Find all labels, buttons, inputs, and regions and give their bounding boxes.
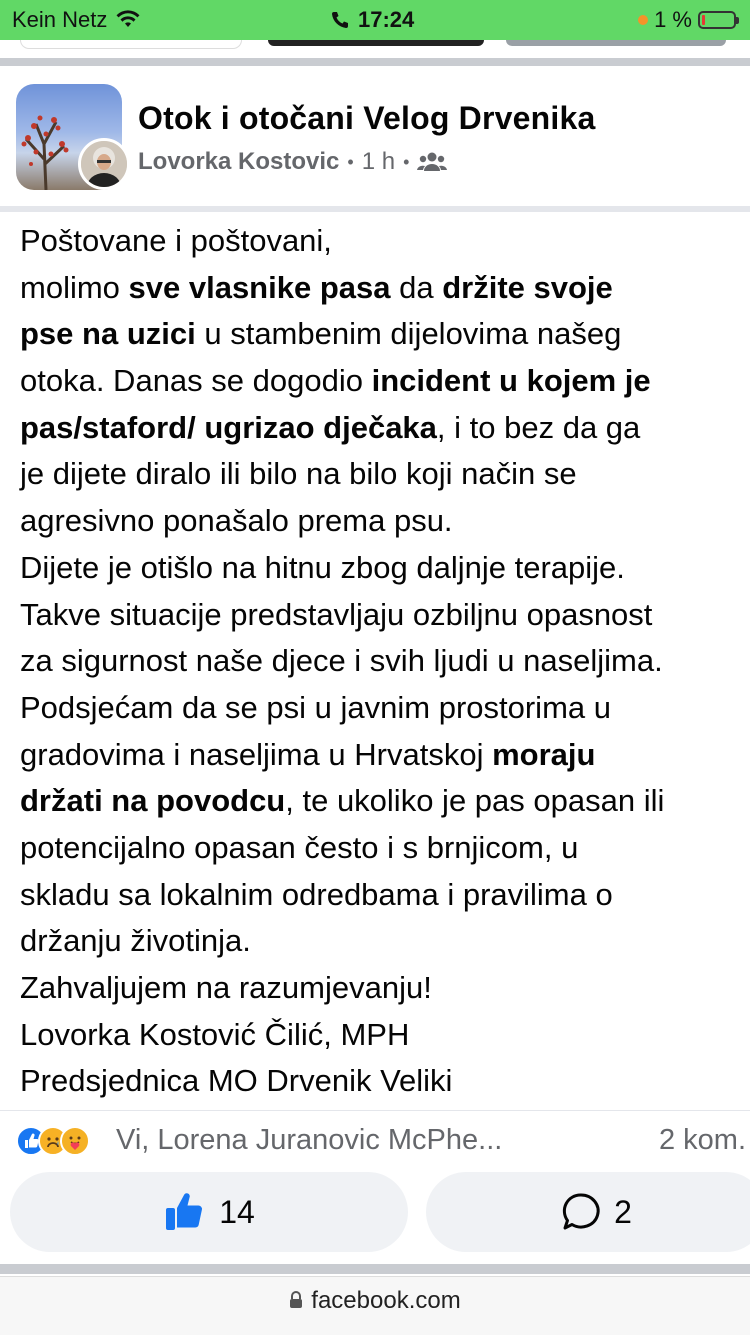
clock-area xyxy=(330,7,414,33)
comments-count[interactable]: 2 kom. xyxy=(658,1124,746,1156)
post-text-line xyxy=(20,638,750,685)
text-segment: za sigurnost naše djece i svih ljudi u naseljima. xyxy=(20,643,663,679)
text-segment: je dijete diralo ili bilo na bilo koji način se xyxy=(20,456,577,492)
like-count: 14 xyxy=(219,1193,255,1230)
text-segment: Zahvaljujem na razumjevanju! xyxy=(20,970,432,1005)
bold-text-segment: incident u kojem je xyxy=(371,363,651,399)
post-text-line xyxy=(20,545,750,592)
group-name[interactable]: Otok i otočani Velog Drvenika xyxy=(138,100,596,136)
text-segment: Dijete je otišlo na hitnu zbog daljnje terapije. xyxy=(20,549,625,585)
group-members-icon xyxy=(417,151,447,173)
text-segment: , i to bez da ga xyxy=(436,409,641,445)
bold-text-segment: držati na povodcu xyxy=(20,783,286,819)
meta-separator: • xyxy=(403,151,410,172)
post-meta xyxy=(138,148,447,176)
clock-time: 17:24 xyxy=(358,7,415,32)
text-segment: Poštovane i poštovani, xyxy=(20,223,332,258)
reactions-row[interactable] xyxy=(16,1122,750,1162)
bold-text-segment: pse na uzici xyxy=(20,316,196,352)
url-display[interactable] xyxy=(0,1287,750,1315)
bold-text-segment: pas/staford/ ugrizao dječaka xyxy=(20,409,437,445)
tree-image xyxy=(16,104,76,190)
post-text-line xyxy=(20,778,750,825)
post-separator xyxy=(0,1264,750,1274)
text-segment: da xyxy=(390,269,443,305)
text-segment: potencijalno opasan često i s brnjicom, u xyxy=(20,829,579,865)
wifi-icon xyxy=(115,10,141,30)
post-text-line xyxy=(20,451,750,498)
post-text-line xyxy=(20,685,750,732)
battery-icon xyxy=(698,11,736,29)
post-text-line xyxy=(20,1012,750,1059)
like-button[interactable] xyxy=(10,1172,408,1252)
lock-icon xyxy=(289,1291,303,1309)
thumbs-up-icon xyxy=(163,1190,207,1234)
browser-url-bar[interactable] xyxy=(0,1276,750,1335)
header-divider xyxy=(0,206,750,212)
text-segment: , te ukoliko je pas opasan ili xyxy=(285,783,665,819)
status-bar xyxy=(0,0,750,40)
text-segment: Takve situacije predstavljaju ozbiljnu opasnost xyxy=(20,596,653,632)
carrier-label: Kein Netz xyxy=(12,7,108,32)
post-text-line xyxy=(20,965,750,1012)
post-text-line xyxy=(20,358,750,405)
text-segment: skladu sa lokalnim odredbama i pravilima o xyxy=(20,876,613,912)
bold-text-segment: sve vlasnike pasa xyxy=(128,269,391,305)
author-avatar[interactable] xyxy=(78,138,130,190)
comment-count: 2 xyxy=(614,1193,632,1230)
post-text-line xyxy=(20,265,750,312)
post-text-line xyxy=(20,872,750,919)
previous-button-edge xyxy=(268,40,484,46)
text-segment: držanju životinja. xyxy=(20,923,251,959)
post-separator xyxy=(0,58,750,66)
text-segment: agresivno ponašalo prema psu. xyxy=(20,503,453,539)
post-text-line xyxy=(20,732,750,779)
recording-indicator-icon xyxy=(638,15,648,25)
bold-text-segment: držite svoje xyxy=(442,269,613,305)
reaction-names[interactable]: Vi, Lorena Juranovic McPhe... xyxy=(116,1124,503,1156)
text-segment: Podsjećam da se psi u javnim prostorima u xyxy=(20,689,611,725)
text-segment: molimo xyxy=(20,269,129,305)
post-header xyxy=(0,72,750,206)
care-reaction-icon xyxy=(60,1126,90,1156)
text-segment: otoka. Danas se dogodio xyxy=(20,363,372,399)
previous-post-remnant xyxy=(0,40,750,54)
comment-bubble-icon xyxy=(560,1191,602,1233)
post-text-line xyxy=(20,405,750,452)
post-text-line xyxy=(20,498,750,545)
phone-call-icon xyxy=(330,10,350,30)
previous-button-edge xyxy=(20,40,242,49)
text-segment: u stambenim dijelovima našeg xyxy=(195,316,622,352)
battery-area xyxy=(638,7,736,33)
battery-percent: 1 % xyxy=(654,7,692,32)
author-name[interactable]: Lovorka Kostovic xyxy=(138,148,340,175)
post-text-line xyxy=(20,1058,750,1105)
previous-button-edge xyxy=(506,40,726,46)
post-text-line xyxy=(20,218,750,265)
text-segment: gradovima i naseljima u Hrvatskoj xyxy=(20,736,493,772)
meta-separator: • xyxy=(347,151,354,172)
post-text-line xyxy=(20,918,750,965)
bold-text-segment: moraju xyxy=(492,736,596,772)
carrier-area xyxy=(12,7,141,33)
post-text-line xyxy=(20,825,750,872)
reactions-divider xyxy=(0,1110,750,1111)
post-text-line xyxy=(20,311,750,358)
comment-button[interactable] xyxy=(426,1172,750,1252)
post-time[interactable]: 1 h xyxy=(361,148,396,175)
post-text-line xyxy=(20,592,750,639)
text-segment: Predsjednica MO Drvenik Veliki xyxy=(20,1063,453,1099)
text-segment: Lovorka Kostović Čilić, MPH xyxy=(20,1016,410,1052)
url-domain: facebook.com xyxy=(311,1287,461,1314)
post-text xyxy=(20,218,750,1105)
author-photo xyxy=(81,141,127,187)
